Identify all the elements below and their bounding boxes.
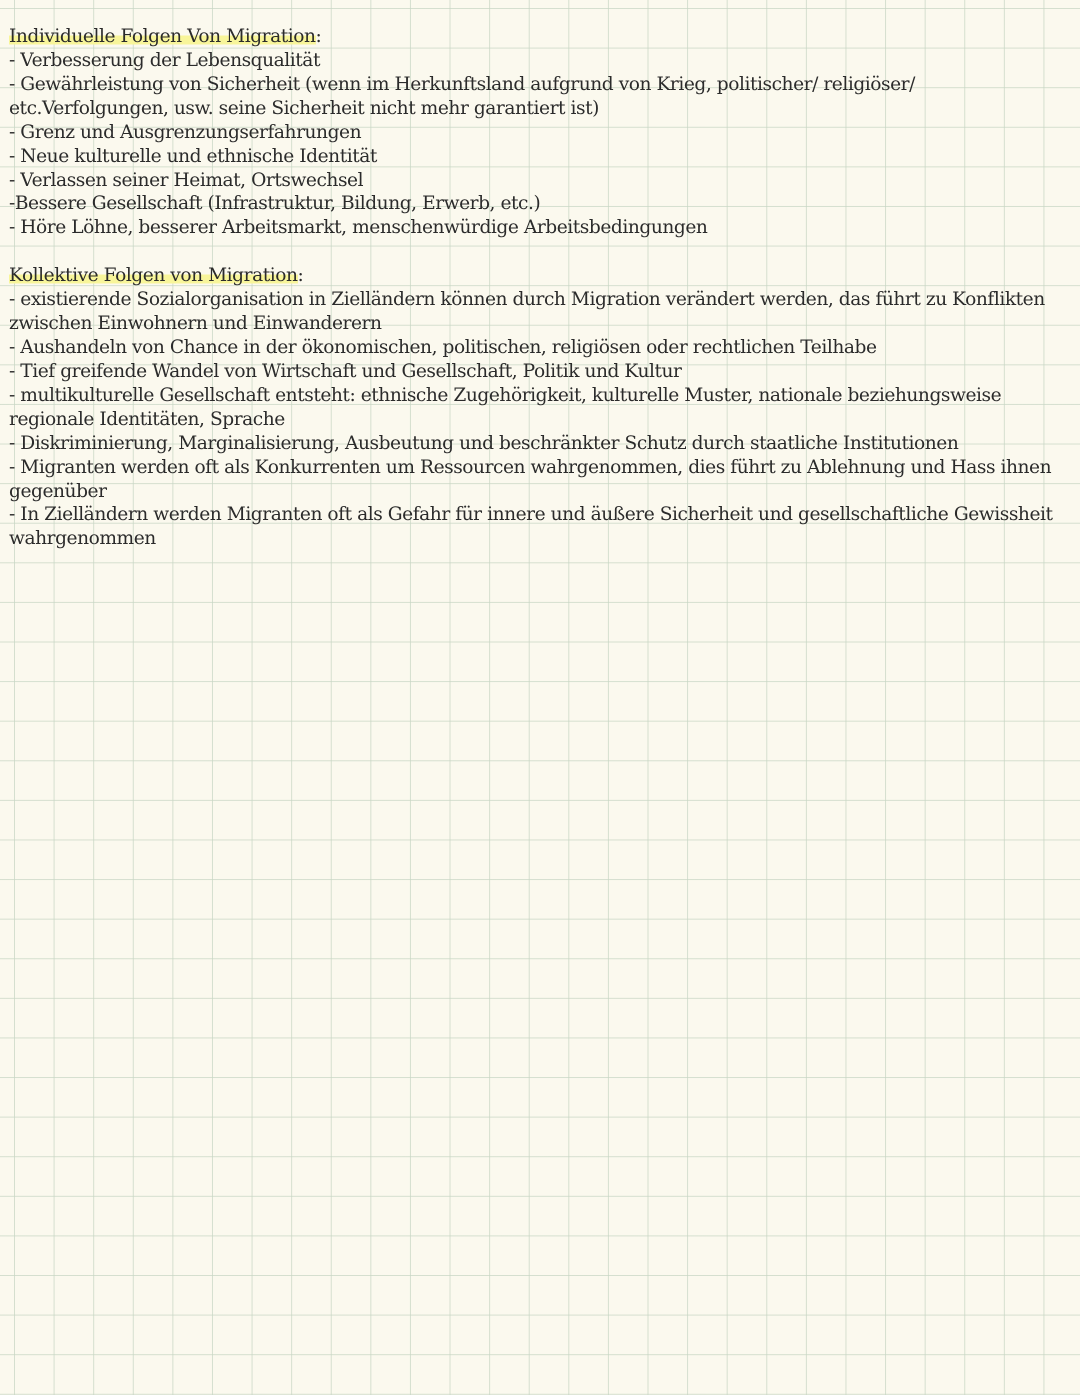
- section-heading-line: [9, 25, 1069, 49]
- list-item: - Verlassen seiner Heimat, Ortswechsel: [9, 169, 364, 191]
- list-item: - Diskriminierung, Marginalisierung, Ausbeutung und beschränkter Schutz durch staatliche Institutionen: [9, 432, 959, 454]
- list-item: -Bessere Gesellschaft (Infrastruktur, Bildung, Erwerb, etc.): [9, 193, 541, 215]
- section-individual-consequences: [9, 25, 1069, 240]
- section-heading: Kollektive Folgen von Migration: [9, 265, 298, 287]
- list-item: - Grenz und Ausgrenzungserfahrungen: [9, 121, 362, 143]
- list-item: - In Zielländern werden Migranten oft als Gefahr für innere und äußere Sicherheit und gesellschaftliche Gewissheit wahrgenommen: [9, 504, 1053, 550]
- note-page: [9, 25, 1069, 551]
- list-item: - Aushandeln von Chance in der ökonomischen, politischen, religiösen oder rechtlichen Teilhabe: [9, 337, 877, 359]
- heading-colon: :: [315, 26, 322, 47]
- bullet-list: [9, 49, 1069, 240]
- section-heading: Individuelle Folgen Von Migration: [9, 26, 316, 47]
- bullet-list: [9, 288, 1069, 551]
- list-item: - Höre Löhne, besserer Arbeitsmarkt, menschenwürdige Arbeitsbedingungen: [9, 217, 708, 239]
- list-item: - existierende Sozialorganisation in Zielländern können durch Migration verändert werden, das führt zu Konflikten zwischen Einwohnern und Einwanderern: [9, 289, 1045, 335]
- heading-colon: :: [297, 265, 304, 287]
- list-item: - Gewährleistung von Sicherheit (wenn im Herkunftsland aufgrund von Krieg, politischer/ religiöser/ etc.Verfolgungen, usw. seine Sicherheit nicht mehr garantiert ist): [9, 73, 915, 119]
- section-heading-line: [9, 264, 1069, 288]
- list-item: - multikulturelle Gesellschaft entsteht: ethnische Zugehörigkeit, kulturelle Muster, nationale beziehungsweise regionale Identitäten, Sprache: [9, 384, 1002, 430]
- list-item: - Neue kulturelle und ethnische Identität: [9, 145, 377, 167]
- list-item: - Verbesserung der Lebensqualität: [9, 50, 320, 71]
- section-collective-consequences: [9, 264, 1069, 551]
- list-item: - Tief greifende Wandel von Wirtschaft und Gesellschaft, Politik und Kultur: [9, 360, 682, 382]
- list-item: - Migranten werden oft als Konkurrenten um Ressourcen wahrgenommen, dies führt zu Ablehnung und Hass ihnen gegenüber: [9, 456, 1052, 502]
